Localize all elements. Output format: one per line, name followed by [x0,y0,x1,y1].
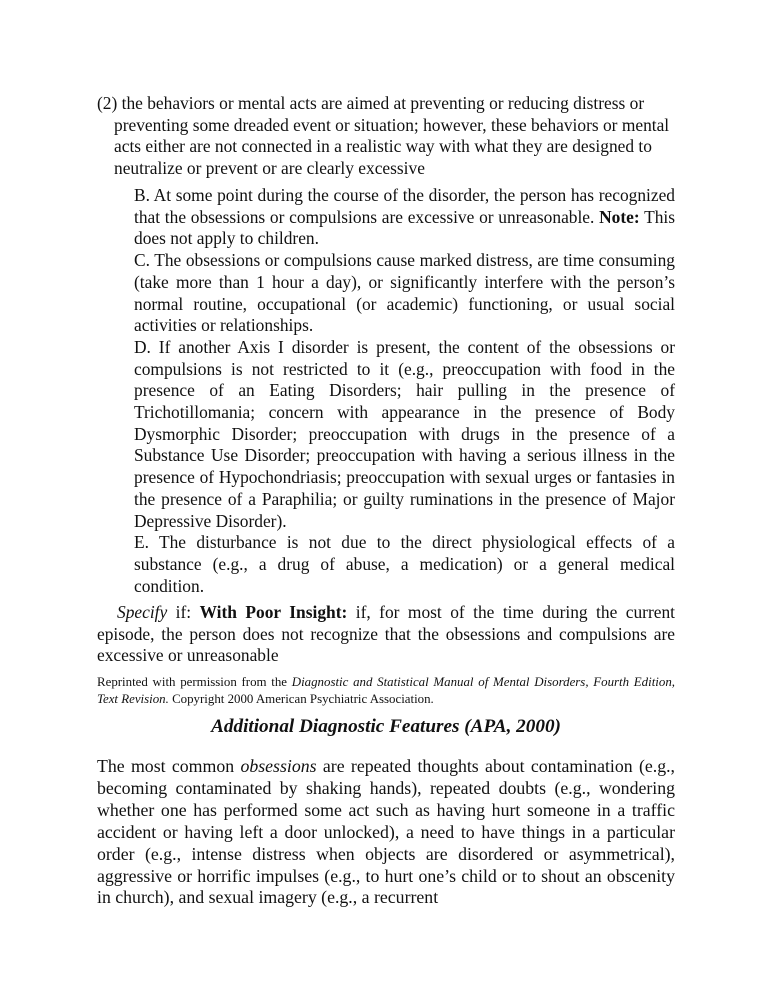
criterion-b-text: B. At some point during the course of the disorder, the person has recognized that the obsessions or compulsions are excessive or unreasonable. [134,185,675,227]
criterion-item-2-text: (2) the behaviors or mental acts are aimed at preventing or reducing distress or preventing some dreaded event or situation; however, these behaviors or mental acts either are not connected in a realistic way with what they are designed to neutralize or prevent or are clearly excessive [97,93,670,179]
criteria-block [134,185,675,597]
criterion-d-text: D. If another Axis I disorder is present, the content of the obsessions or compulsions is not restricted to it (e.g., preoccupation with food in the presence of an Eating Disorders; hair pulling in the presence of Trichotillomania; concern with appearance in the presence of Body Dysmorphic Disorder; preoccupation with drugs in the presence of a Substance Use Disorder; preoccupation with having a serious illness in the presence of Hypochondriasis; preoccupation with sexual urges or fantasies in the presence of a Paraphilia; or guilty ruminations in the presence of Major Depressive Disorder). [134,336,675,531]
specifier-label: With Poor Insight: [199,602,348,622]
criterion-b [134,185,675,250]
specifier-paragraph [97,602,675,667]
reprint-prefix: Reprinted with permission from the [97,675,292,689]
reprint-notice [97,674,675,708]
body-term-obsessions: obsessions [240,756,317,776]
criterion-c-text: C. The obsessions or compulsions cause marked distress, are time consuming (take more than 1 hour a day), or significantly interfere with the person’s normal routine, occupational (or academic) functioning, or usual social activities or relationships. [134,250,675,336]
specifier-text: if, for most of the time during the current episode, the person does not recognize that the obsessions and compulsions are excessive or unreasonable [97,602,676,666]
criterion-e [134,532,675,597]
reprint-source-title: Diagnostic and Statistical Manual of Mental Disorders, Fourth Edition, Text Revision. [97,675,675,706]
specify-word: Specify [117,602,168,622]
specify-if-word: if: [167,602,200,622]
criterion-item-2 [97,93,692,180]
criterion-d [134,337,675,532]
note-text: This does not apply to children. [134,206,676,249]
body-paragraph [97,756,675,909]
criterion-e-text: E. The disturbance is not due to the direct physiological effects of a substance (e.g., a drug of abuse, a medication) or a general medical condition. [134,532,675,596]
body-prefix: The most common [97,756,241,776]
reprint-suffix: Copyright 2000 American Psychiatric Association. [168,691,434,706]
note-label: Note: [599,206,640,227]
body-text: are repeated thoughts about contamination (e.g., becoming contaminated by shaking hands), repeated doubts (e.g., wondering whether one has performed some act such as having hurt someone in a traffic accident or having left a door unlocked), a need to have things in a particular order (e.g., intense distress when objects are disordered or asymmetrical), aggressive or horrific impulses (e.g., to hurt one’s child or to shout an obscenity in church), and sexual imagery (e.g., a recurrent [97,756,675,908]
section-heading: Additional Diagnostic Features (APA, 2000) [211,716,561,737]
criterion-c [134,250,675,337]
